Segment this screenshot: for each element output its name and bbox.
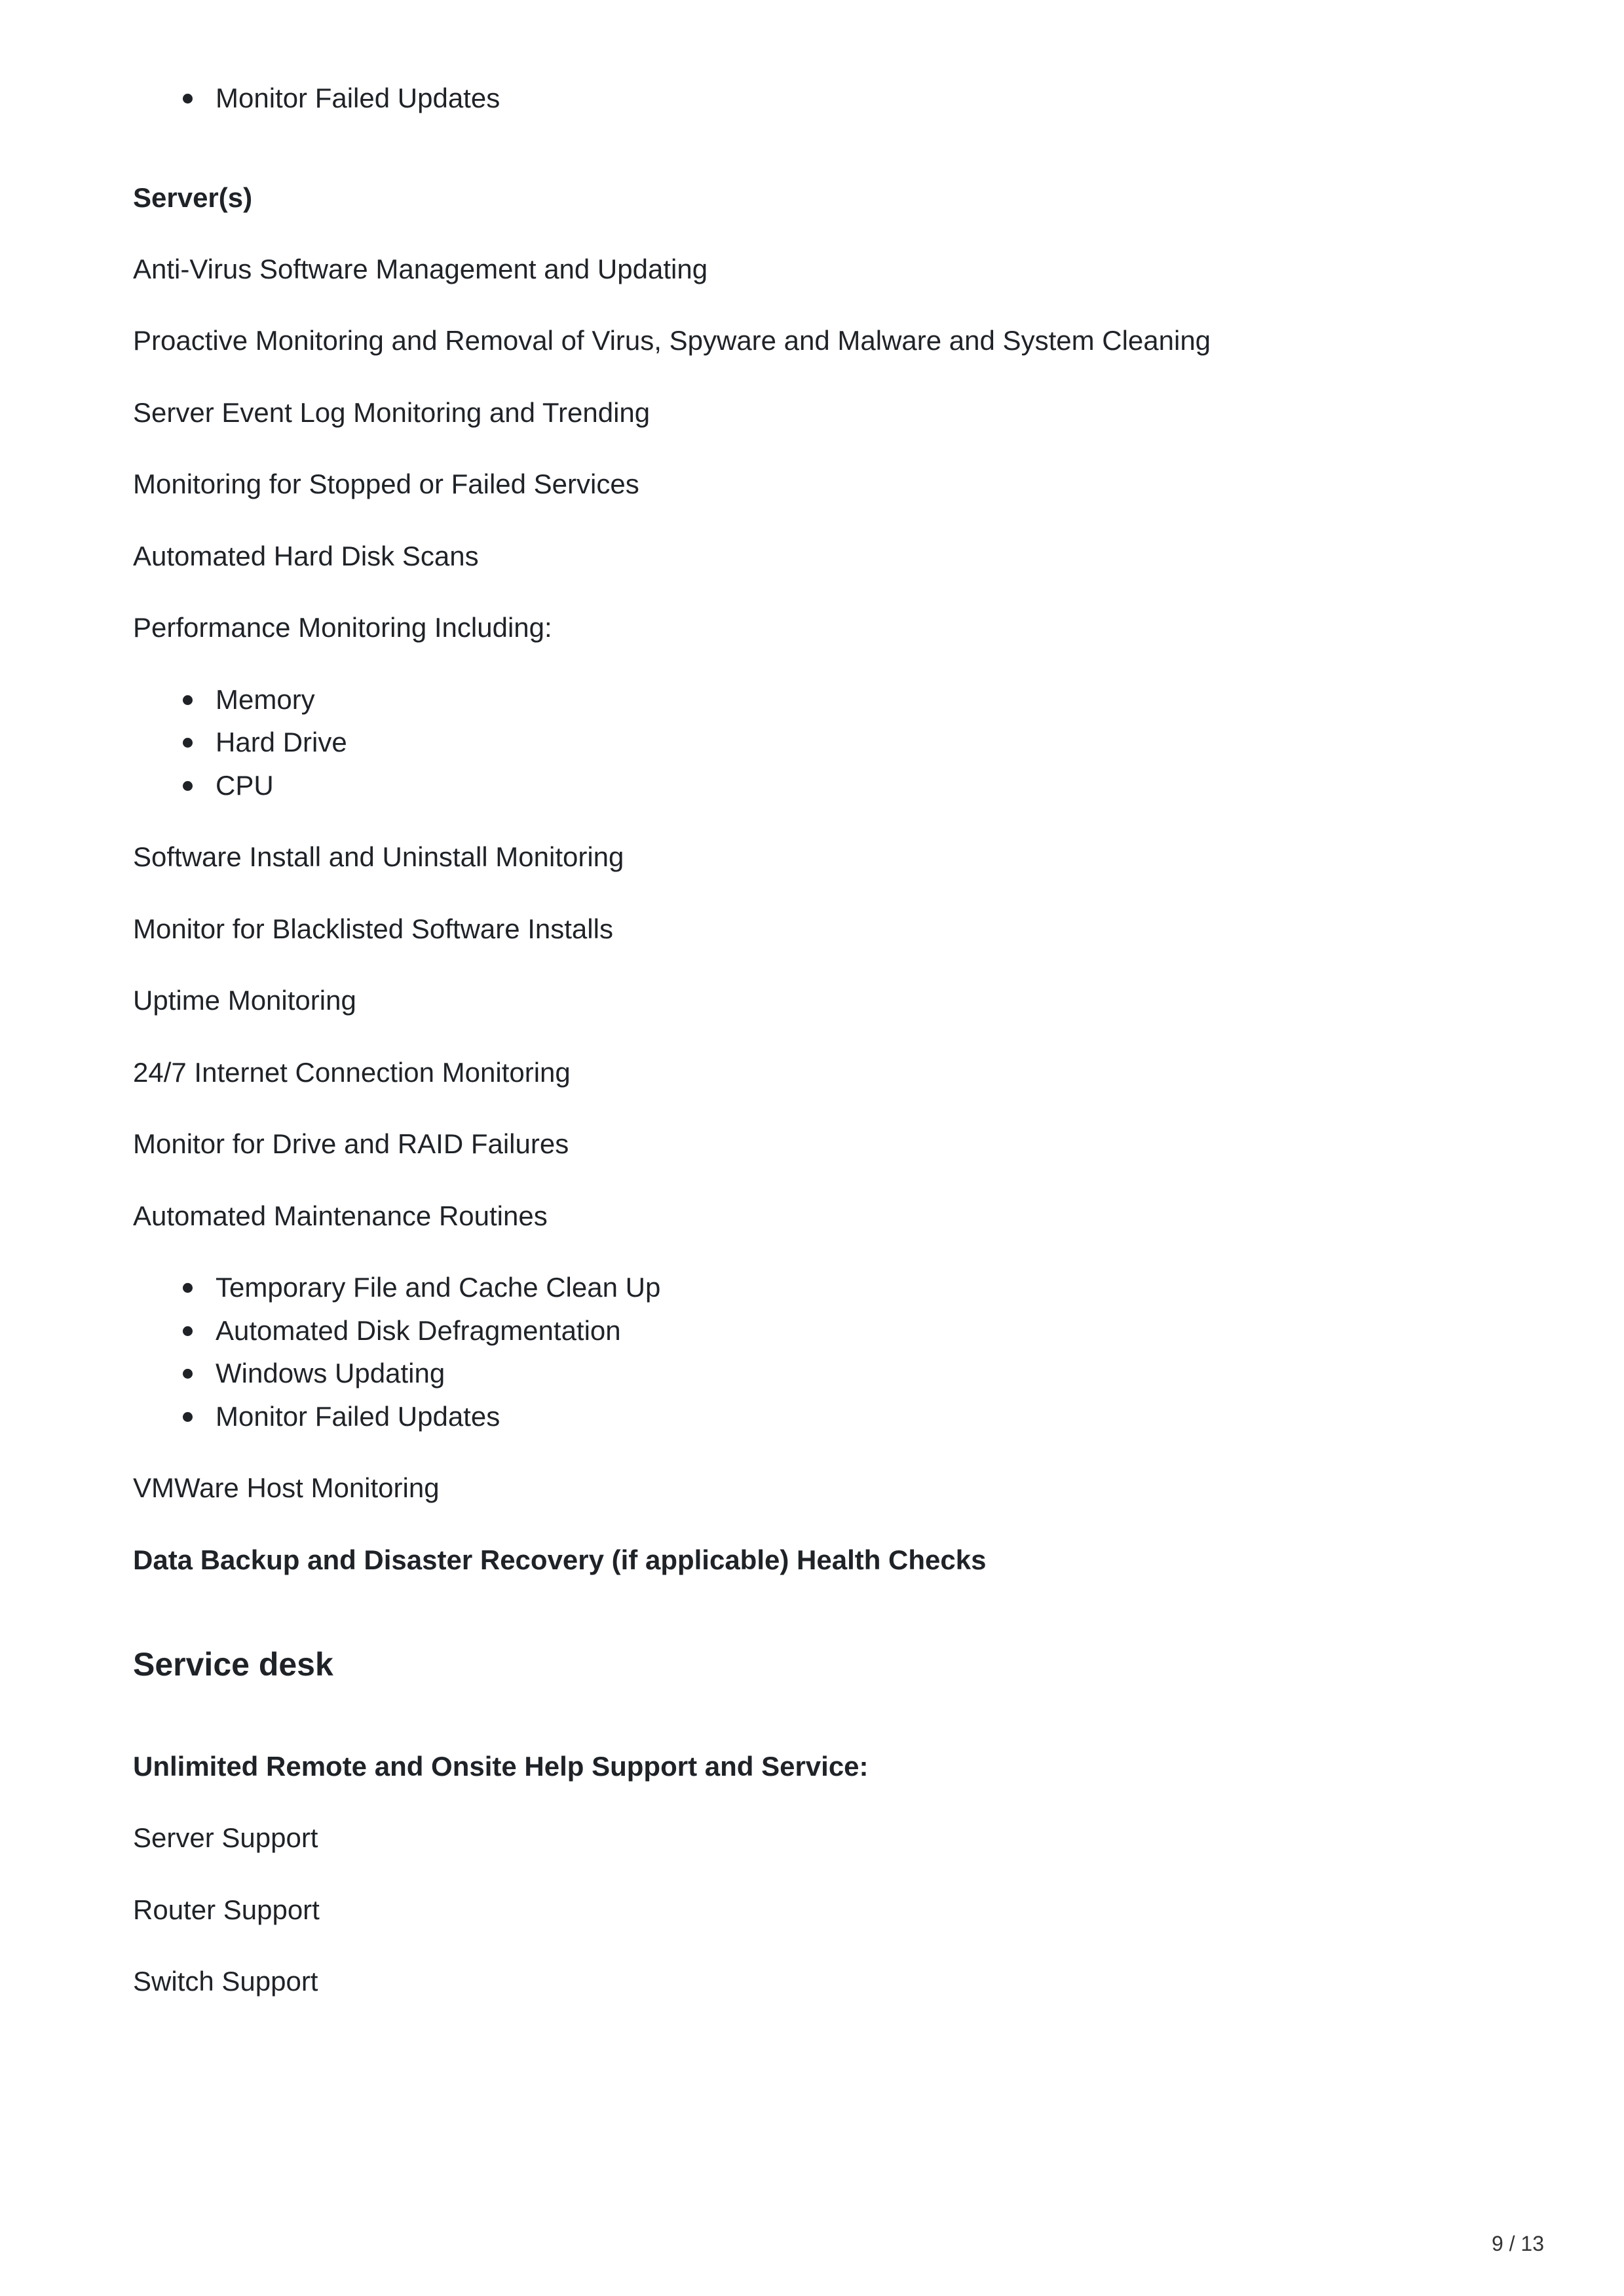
paragraph: Server Event Log Monitoring and Trending <box>133 397 651 428</box>
list-item: CPU <box>216 769 274 803</box>
paragraph: Server Support <box>133 1822 318 1853</box>
list-item: Monitor Failed Updates <box>216 81 500 115</box>
list-item: Temporary File and Cache Clean Up <box>216 1271 660 1305</box>
list-item: Automated Disk Defragmentation <box>216 1314 621 1348</box>
paragraph: Performance Monitoring Including: <box>133 612 552 643</box>
paragraph: VMWare Host Monitoring <box>133 1472 440 1503</box>
paragraph: Proactive Monitoring and Removal of Virus, Spyware and Malware and System Cleaning <box>133 325 1211 356</box>
paragraph: Monitor for Blacklisted Software Installs <box>133 913 613 944</box>
list-item: Memory <box>216 683 315 717</box>
paragraph: Monitoring for Stopped or Failed Services <box>133 469 639 499</box>
paragraph: Router Support <box>133 1894 320 1925</box>
paragraph: Switch Support <box>133 1966 318 1997</box>
service-desk-subheading: Unlimited Remote and Onsite Help Support and Service: <box>133 1751 869 1782</box>
list-item: Hard Drive <box>216 725 347 759</box>
paragraph: Uptime Monitoring <box>133 985 356 1016</box>
paragraph: Anti-Virus Software Management and Updating <box>133 254 708 284</box>
page-number: 9 / 13 <box>1491 2232 1544 2255</box>
list-item: Windows Updating <box>216 1356 445 1390</box>
paragraph: Software Install and Uninstall Monitoring <box>133 841 624 872</box>
paragraph: Monitor for Drive and RAID Failures <box>133 1128 569 1159</box>
paragraph: Automated Hard Disk Scans <box>133 541 479 571</box>
paragraph: 24/7 Internet Connection Monitoring <box>133 1057 571 1088</box>
backup-heading: Data Backup and Disaster Recovery (if applicable) Health Checks <box>133 1544 987 1575</box>
servers-heading: Server(s) <box>133 182 253 213</box>
paragraph: Automated Maintenance Routines <box>133 1200 548 1231</box>
list-item: Monitor Failed Updates <box>216 1400 500 1434</box>
section-heading: Service desk <box>133 1646 333 1683</box>
